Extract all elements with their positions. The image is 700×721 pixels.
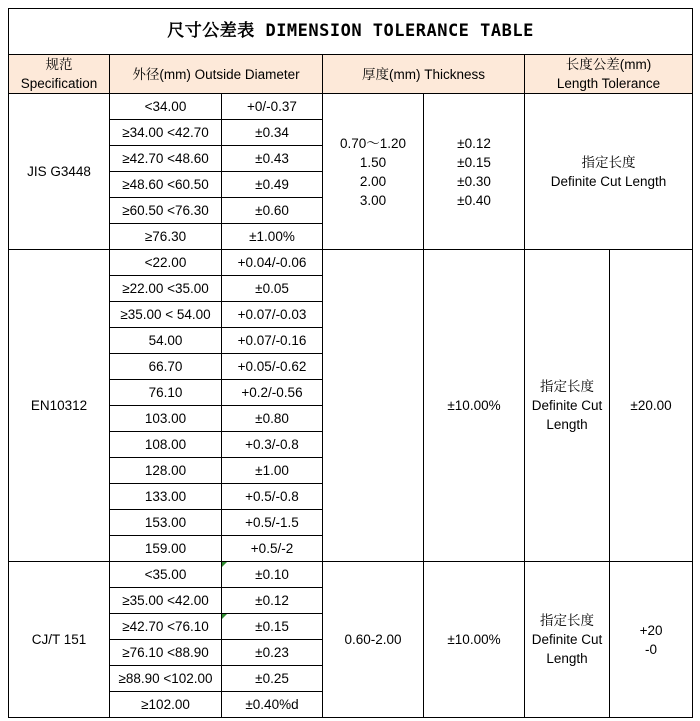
en-od-cell: 159.00 [110, 536, 222, 562]
jis-length-en: Definite Cut Length [550, 173, 667, 189]
cj-od-cell: ≥102.00 [110, 692, 222, 718]
jis-thickness-value: 3.00 [359, 192, 387, 208]
en-thickness [323, 250, 424, 562]
en-od-cell: 54.00 [110, 328, 222, 354]
en-tol-cell: ±0.05 [222, 276, 323, 302]
jis-thickness-value: 0.70～1.20 [339, 135, 407, 151]
jis-tol-cell: ±0.34 [222, 120, 323, 146]
cj-tol-cell: ±0.10 [222, 562, 323, 588]
jis-od-cell: ≥34.00 <42.70 [110, 120, 222, 146]
en-tol-cell: +0.2/-0.56 [222, 380, 323, 406]
en-tol-cell: +0.5/-1.5 [222, 510, 323, 536]
en-tol-cell: +0.3/-0.8 [222, 432, 323, 458]
en-length-en: Definite Cut [531, 398, 603, 413]
en-od-cell: 153.00 [110, 510, 222, 536]
jis-thickness-tol: ±0.40 [457, 192, 491, 208]
header-length-cn: 长度公差(mm) [565, 57, 652, 72]
cj-length-cn: 指定长度 [540, 613, 594, 628]
jis-od-cell: ≥48.60 <60.50 [110, 172, 222, 198]
cj-length-tol [610, 562, 693, 718]
jis-od-cell: ≥76.30 [110, 224, 222, 250]
header-thickness: 厚度(mm) Thickness [323, 55, 525, 94]
en-tol-cell: +0.04/-0.06 [222, 250, 323, 276]
en-tol-cell: +0.5/-2 [222, 536, 323, 562]
jis-thickness-value: 1.50 [359, 154, 387, 170]
en-length-cn: 指定长度 [540, 379, 594, 394]
jis-length-cn: 指定长度 [581, 154, 636, 170]
en-tol-cell: ±1.00 [222, 458, 323, 484]
cj-od-cell: ≥76.10 <88.90 [110, 640, 222, 666]
en-tol-cell: ±0.80 [222, 406, 323, 432]
jis-tol-cell: ±1.00% [222, 224, 323, 250]
jis-od-cell: ≥42.70 <48.60 [110, 146, 222, 172]
en-od-cell: ≥35.00 < 54.00 [110, 302, 222, 328]
en-od-cell: ≥22.00 <35.00 [110, 276, 222, 302]
cj-tol-cell: ±0.25 [222, 666, 323, 692]
spec-cj-t-151: CJ/T 151 [9, 562, 110, 718]
cj-thickness-tol: ±10.00% [424, 562, 525, 718]
header-length-tolerance [525, 55, 693, 94]
en-tol-cell: +0.07/-0.03 [222, 302, 323, 328]
en-od-cell: <22.00 [110, 250, 222, 276]
cj-length-en: Definite Cut [531, 632, 603, 647]
jis-thickness-values [323, 94, 424, 250]
en-od-cell: 133.00 [110, 484, 222, 510]
cj-length [525, 562, 610, 718]
jis-thickness-tol: ±0.30 [457, 173, 491, 189]
en-length [525, 250, 610, 562]
en-od-cell: 128.00 [110, 458, 222, 484]
jis-length-tolerance [525, 94, 693, 250]
en-od-cell: 66.70 [110, 354, 222, 380]
cj-od-cell: <35.00 [110, 562, 222, 588]
cj-tol-cell: ±0.15 [222, 614, 323, 640]
en-length-en: Length [546, 417, 588, 432]
cj-od-cell: ≥88.90 <102.00 [110, 666, 222, 692]
jis-od-cell: <34.00 [110, 94, 222, 120]
dimension-tolerance-table [8, 8, 693, 718]
header-outside-diameter: 外径(mm) Outside Diameter [110, 55, 323, 94]
cj-od-cell: ≥42.70 <76.10 [110, 614, 222, 640]
header-length-en: Length Tolerance [556, 76, 661, 91]
jis-od-cell: ≥60.50 <76.30 [110, 198, 222, 224]
spec-en10312: EN10312 [9, 250, 110, 562]
header-spec-en: Specification [20, 76, 98, 91]
jis-thickness-tol: ±0.15 [457, 154, 491, 170]
en-length-tol: ±20.00 [610, 250, 693, 562]
cj-length-tol-plus: +20 [639, 622, 663, 638]
en-tol-cell: +0.07/-0.16 [222, 328, 323, 354]
cj-tol-cell: ±0.23 [222, 640, 323, 666]
en-tol-cell: +0.5/-0.8 [222, 484, 323, 510]
en-tol-cell: +0.05/-0.62 [222, 354, 323, 380]
en-od-cell: 103.00 [110, 406, 222, 432]
spec-jis-g3448: JIS G3448 [9, 94, 110, 250]
jis-thickness-tolerances [424, 94, 525, 250]
header-spec-cn: 规范 [45, 57, 73, 72]
jis-thickness-value: 2.00 [359, 173, 387, 189]
cj-od-cell: ≥35.00 <42.00 [110, 588, 222, 614]
cj-length-en: Length [546, 651, 588, 666]
table-title: 尺寸公差表 DIMENSION TOLERANCE TABLE [9, 9, 693, 55]
jis-tol-cell: +0/-0.37 [222, 94, 323, 120]
jis-tol-cell: ±0.49 [222, 172, 323, 198]
jis-tol-cell: ±0.43 [222, 146, 323, 172]
cj-tol-cell: ±0.40%d [222, 692, 323, 718]
cj-thickness: 0.60-2.00 [323, 562, 424, 718]
header-specification [9, 55, 110, 94]
en-od-cell: 108.00 [110, 432, 222, 458]
en-thickness-tol: ±10.00% [424, 250, 525, 562]
jis-thickness-tol: ±0.12 [457, 135, 491, 151]
en-od-cell: 76.10 [110, 380, 222, 406]
cj-tol-cell: ±0.12 [222, 588, 323, 614]
jis-tol-cell: ±0.60 [222, 198, 323, 224]
cj-length-tol-minus: -0 [645, 641, 658, 657]
